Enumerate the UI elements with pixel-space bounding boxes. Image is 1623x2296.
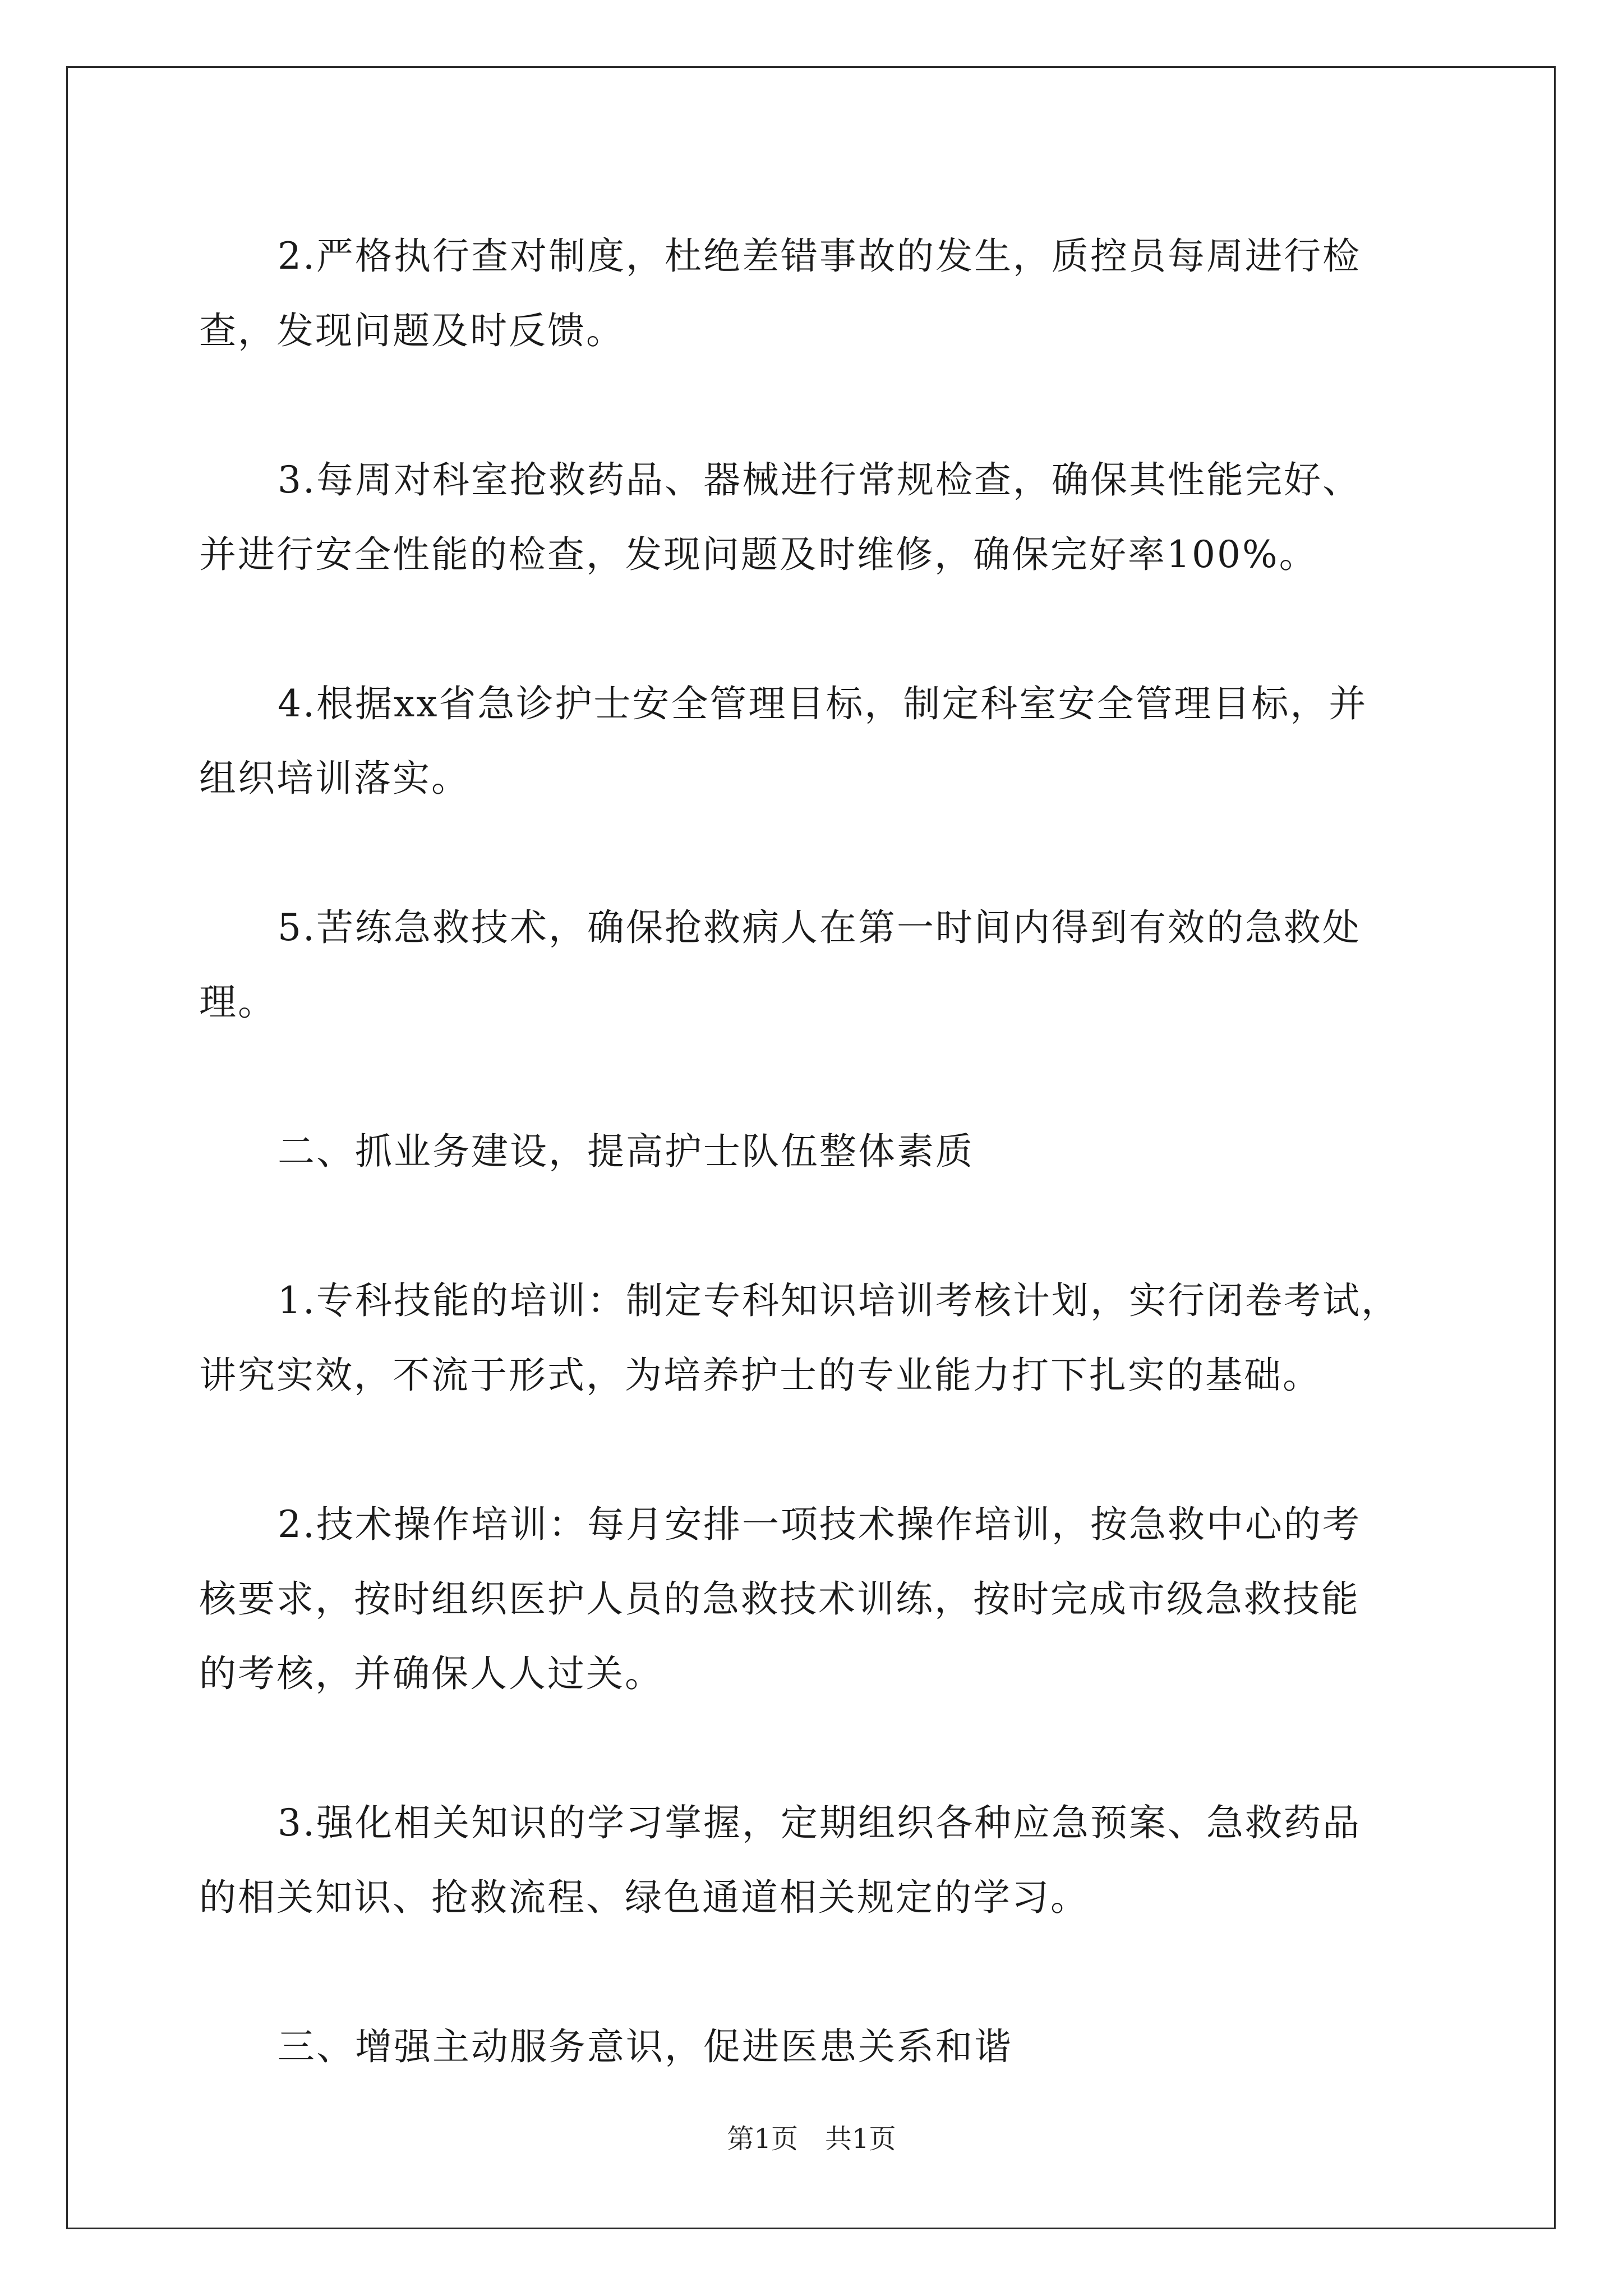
text-line: 4.根据xx省急诊护士安全管理目标，制定科室安全管理目标，并 <box>278 682 1368 725</box>
text-line: 5.苦练急救技术，确保抢救病人在第一时间内得到有效的急救处 <box>278 906 1361 949</box>
section-heading: 二、抓业务建设，提高护士队伍整体素质 <box>278 1130 974 1173</box>
text-line: 查，发现问题及时反馈。 <box>199 309 625 352</box>
text-line: 并进行安全性能的检查，发现问题及时维修，确保完好率100%。 <box>199 533 1318 576</box>
text-line: 3.强化相关知识的学习掌握，定期组织各种应急预案、急救药品 <box>278 1801 1361 1844</box>
text-line: 1.专科技能的培训：制定专科知识培训考核计划，实行闭卷考试， <box>278 1279 1400 1322</box>
text-line: 的考核，并确保人人过关。 <box>199 1652 663 1695</box>
text-line: 2.技术操作培训：每月安排一项技术操作培训，按急救中心的考 <box>278 1503 1361 1546</box>
text-line: 2.严格执行查对制度，杜绝差错事故的发生，质控员每周进行检 <box>278 234 1361 278</box>
text-line: 的相关知识、抢救流程、绿色通道相关规定的学习。 <box>199 1876 1089 1919</box>
document-body <box>199 219 1472 2084</box>
section-heading: 三、增强主动服务意识，促进医患关系和谐 <box>278 2025 1013 2068</box>
text-line: 3.每周对科室抢救药品、器械进行常规检查，确保其性能完好、 <box>278 458 1361 501</box>
page-footer: 第1页 共1页 <box>727 2123 896 2155</box>
text-line: 核要求，按时组织医护人员的急救技术训练，按时完成市级急救技能 <box>199 1577 1360 1621</box>
text-line: 组织培训落实。 <box>199 757 470 800</box>
text-line: 理。 <box>199 981 276 1024</box>
text-line: 讲究实效，不流于形式，为培养护士的专业能力打下扎实的基础。 <box>199 1354 1321 1397</box>
